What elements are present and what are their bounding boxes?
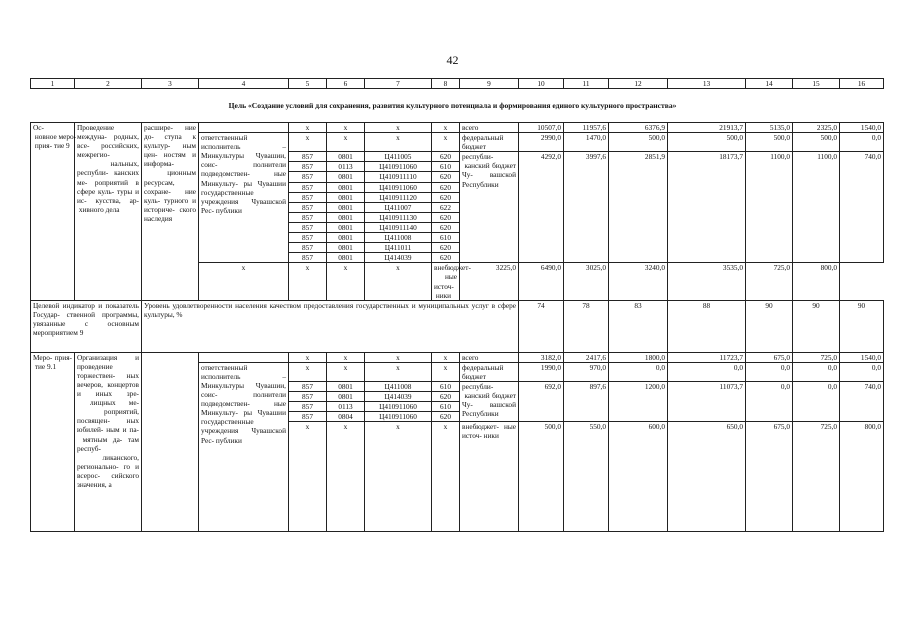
main-code-10-2: 0801 (327, 243, 365, 253)
main-federal-value-4: 500,0 (668, 133, 746, 152)
main-event-executor: ответственный исполнитель – Минкультуры Чувашии, соис- полнители подведомствен- ные Минкульту- ры Чувашии государственные учреждения Чувашской Рес- публики (199, 133, 289, 263)
sub-code-1-4: 610 (432, 381, 460, 391)
sub-code-2-2: 0801 (327, 392, 365, 402)
sub-extra-x-2: x (327, 422, 365, 532)
main-federal-value-7: 0,0 (840, 133, 884, 152)
main-total-value-7: 1540,0 (840, 123, 884, 133)
main-total-x-4: x (432, 123, 460, 133)
main-extra-value-5: 3535,0 (668, 263, 746, 300)
main-source-federal: федеральный бюджет (460, 133, 519, 152)
main-code-11-4: 620 (432, 253, 460, 263)
main-code-4-4: 620 (432, 182, 460, 192)
indicator-value-4: 88 (668, 300, 746, 352)
sub-republic-value-7: 740,0 (840, 381, 884, 421)
sub-federal-value-4: 0,0 (668, 362, 746, 381)
indicator-value-1: 74 (519, 300, 564, 352)
main-extra-value-1: 3225,0 (460, 263, 519, 300)
sub-code-3-3: Ц410911060 (365, 402, 432, 412)
sub-republic-value-1: 692,0 (519, 381, 564, 421)
main-code-6-3: Ц411007 (365, 202, 432, 212)
main-code-7-4: 620 (432, 212, 460, 222)
main-code-7-1: 857 (289, 212, 327, 222)
indicator-label: Целевой индикатор и показатель Государ- ственной программы, увязанные с основным мероприятием 9 (31, 300, 142, 352)
main-extra-value-3: 3025,0 (564, 263, 609, 300)
column-number-14: 14 (746, 79, 793, 89)
main-code-9-1: 857 (289, 233, 327, 243)
main-code-7-2: 0801 (327, 212, 365, 222)
main-code-1-3: Ц411005 (365, 152, 432, 162)
main-event-executor-blank (199, 123, 289, 133)
main-extra-value-2: 6490,0 (519, 263, 564, 300)
column-number-10: 10 (519, 79, 564, 89)
sub-total-x-4: x (432, 352, 460, 362)
main-code-10-3: Ц411011 (365, 243, 432, 253)
main-row-total (31, 123, 884, 133)
main-code-5-1: 857 (289, 192, 327, 202)
sub-code-2-3: Ц414039 (365, 392, 432, 402)
sub-federal-value-2: 970,0 (564, 362, 609, 381)
column-number-header (30, 78, 884, 89)
sub-code-2-1: 857 (289, 392, 327, 402)
main-extra-value-7: 800,0 (793, 263, 840, 300)
sub-code-1-3: Ц411008 (365, 381, 432, 391)
main-total-value-2: 11957,6 (564, 123, 609, 133)
column-number-11: 11 (564, 79, 609, 89)
sub-extra-x-4: x (432, 422, 460, 532)
sub-code-2-4: 620 (432, 392, 460, 402)
main-code-11-3: Ц414039 (365, 253, 432, 263)
sub-code-3-1: 857 (289, 402, 327, 412)
main-federal-x-1: x (289, 133, 327, 152)
sub-total-value-3: 1800,0 (609, 352, 668, 362)
main-code-4-1: 857 (289, 182, 327, 192)
main-code-9-2: 0801 (327, 233, 365, 243)
main-republic-value-5: 1100,0 (746, 152, 793, 263)
main-source-republic: республи- канский бюджет Чу- вашской Республики (460, 152, 519, 263)
sub-federal-x-1: x (289, 362, 327, 381)
sub-code-4-2: 0804 (327, 412, 365, 422)
sub-total-value-5: 675,0 (746, 352, 793, 362)
column-number-6: 6 (327, 79, 365, 89)
main-republic-value-4: 18173,7 (668, 152, 746, 263)
main-code-1-1: 857 (289, 152, 327, 162)
column-number-8: 8 (432, 79, 460, 89)
sub-total-x-2: x (327, 352, 365, 362)
main-total-value-6: 2325,0 (793, 123, 840, 133)
main-code-8-1: 857 (289, 222, 327, 232)
main-extra-x-4: x (365, 263, 432, 300)
main-federal-value-3: 500,0 (609, 133, 668, 152)
main-code-4-3: Ц410911060 (365, 182, 432, 192)
main-total-value-4: 21913,7 (668, 123, 746, 133)
main-event-name: Проведение междуна- родных, все- российских, межрегио- нальных, республи- канских ме- роприятий в сфере куль- туры и ис- кусства, ар- хивного дела (75, 123, 142, 301)
sub-extra-value-2: 550,0 (564, 422, 609, 532)
main-code-6-1: 857 (289, 202, 327, 212)
main-federal-value-6: 500,0 (793, 133, 840, 152)
sub-row-total (31, 352, 884, 362)
main-code-6-2: 0801 (327, 202, 365, 212)
main-code-5-2: 0801 (327, 192, 365, 202)
main-federal-x-3: x (365, 133, 432, 152)
main-code-9-3: Ц411008 (365, 233, 432, 243)
main-event-result: расшире- ние до- ступа к культур- ным цен- ностям и информа- ционным ресурсам, сохране- ние куль- турного и историче- ского наследия (142, 123, 199, 301)
sub-federal-value-1: 1990,0 (519, 362, 564, 381)
sub-code-1-2: 0801 (327, 381, 365, 391)
main-code-1-2: 0801 (327, 152, 365, 162)
sub-total-value-7: 1540,0 (840, 352, 884, 362)
main-total-value-5: 5135,0 (746, 123, 793, 133)
main-extra-x-3: x (327, 263, 365, 300)
sub-code-4-4: 620 (432, 412, 460, 422)
main-federal-x-4: x (432, 133, 460, 152)
indicator-value-5: 90 (746, 300, 793, 352)
sub-extra-value-1: 500,0 (519, 422, 564, 532)
main-code-2-1: 857 (289, 162, 327, 172)
column-number-1: 1 (31, 79, 75, 89)
main-code-6-4: 622 (432, 202, 460, 212)
main-republic-value-3: 2851,9 (609, 152, 668, 263)
sub-republic-value-6: 0,0 (793, 381, 840, 421)
sub-extra-value-3: 600,0 (609, 422, 668, 532)
sub-total-value-1: 3182,0 (519, 352, 564, 362)
main-code-2-3: Ц410911060 (365, 162, 432, 172)
main-republic-value-2: 3997,6 (564, 152, 609, 263)
sub-code-4-3: Ц410911060 (365, 412, 432, 422)
sub-event-executor-blank (199, 352, 289, 362)
main-code-10-1: 857 (289, 243, 327, 253)
column-number-7: 7 (365, 79, 432, 89)
sub-total-x-1: x (289, 352, 327, 362)
main-federal-value-2: 1470,0 (564, 133, 609, 152)
sub-extra-x-3: x (365, 422, 432, 532)
main-code-8-3: Ц410911140 (365, 222, 432, 232)
indicator-value-3: 83 (609, 300, 668, 352)
main-total-x-2: x (327, 123, 365, 133)
sub-source-republic: республи- канский бюджет Чу- вашской Республики (460, 381, 519, 421)
main-source-total: всего (460, 123, 519, 133)
sub-extra-value-4: 650,0 (668, 422, 746, 532)
sub-republic-value-4: 11073,7 (668, 381, 746, 421)
sub-total-value-6: 725,0 (793, 352, 840, 362)
main-federal-value-5: 500,0 (746, 133, 793, 152)
main-total-x-1: x (289, 123, 327, 133)
sub-extra-value-6: 725,0 (793, 422, 840, 532)
main-code-11-1: 857 (289, 253, 327, 263)
main-republic-value-6: 1100,0 (793, 152, 840, 263)
column-number-15: 15 (793, 79, 840, 89)
main-code-8-4: 620 (432, 222, 460, 232)
sub-federal-x-2: x (327, 362, 365, 381)
sub-code-3-2: 0113 (327, 402, 365, 412)
sub-total-x-3: x (365, 352, 432, 362)
sub-total-value-2: 2417,6 (564, 352, 609, 362)
main-code-9-4: 610 (432, 233, 460, 243)
column-number-9: 9 (460, 79, 519, 89)
column-number-3: 3 (142, 79, 199, 89)
column-number-2: 2 (75, 79, 142, 89)
sub-extra-value-5: 675,0 (746, 422, 793, 532)
main-code-3-3: Ц410911110 (365, 172, 432, 182)
main-source-extrabudget: внебюджет- ные источ- ники (432, 263, 460, 300)
main-code-5-3: Ц410911120 (365, 192, 432, 202)
indicator-value-7: 90 (840, 300, 884, 352)
indicator-text: Уровень удовлетворенности населения качеством предоставления государственных и муниципальных услуг в сфере культуры, % (142, 300, 519, 352)
main-extra-value-4: 3240,0 (609, 263, 668, 300)
goal-heading: Цель «Создание условий для сохранения, развития культурного потенциала и формирования единого культурного пространства» (228, 101, 677, 110)
sub-event-name: Организация и проведение торжествен- ных вечеров, концертов и иных зре- лищных ме- роприятий, посвящен- ных юбилей- ным и па- мятным да- там респуб- ликанского, регионально- го и всерос- сийского значения, а (75, 352, 142, 532)
sub-federal-x-3: x (365, 362, 432, 381)
sub-federal-x-4: x (432, 362, 460, 381)
sub-source-federal: федеральный бюджет (460, 362, 519, 381)
sub-event-number: Меро- прия- тие 9.1 (31, 352, 75, 532)
indicator-value-2: 78 (564, 300, 609, 352)
sub-federal-value-7: 0,0 (840, 362, 884, 381)
sub-total-value-4: 11723,7 (668, 352, 746, 362)
main-code-5-4: 620 (432, 192, 460, 202)
sub-event-result-blank (142, 352, 199, 532)
main-code-2-4: 610 (432, 162, 460, 172)
column-number-5: 5 (289, 79, 327, 89)
main-code-10-4: 620 (432, 243, 460, 253)
indicator-row (31, 300, 884, 352)
page-number: 42 (446, 53, 459, 67)
sub-extra-value-7: 800,0 (840, 422, 884, 532)
main-extra-value-6: 725,0 (746, 263, 793, 300)
main-total-value-3: 6376,9 (609, 123, 668, 133)
column-number-16: 16 (840, 79, 884, 89)
main-code-2-2: 0113 (327, 162, 365, 172)
main-extra-x-2: x (289, 263, 327, 300)
indicator-value-6: 90 (793, 300, 840, 352)
main-code-8-2: 0801 (327, 222, 365, 232)
main-total-x-3: x (365, 123, 432, 133)
main-republic-value-7: 740,0 (840, 152, 884, 263)
main-code-7-3: Ц410911130 (365, 212, 432, 222)
main-code-11-2: 0801 (327, 253, 365, 263)
main-republic-value-1: 4292,0 (519, 152, 564, 263)
sub-republic-value-3: 1200,0 (609, 381, 668, 421)
sub-code-4-1: 857 (289, 412, 327, 422)
program-table (30, 122, 884, 532)
main-code-1-4: 620 (432, 152, 460, 162)
main-federal-value-1: 2990,0 (519, 133, 564, 152)
sub-federal-value-3: 0,0 (609, 362, 668, 381)
column-number-12: 12 (609, 79, 668, 89)
sub-source-extrabudget: внебюджет- ные источ- ники (460, 422, 519, 532)
main-code-4-2: 0801 (327, 182, 365, 192)
column-number-4: 4 (199, 79, 289, 89)
main-event-number: Ос- новное меро- прия- тие 9 (31, 123, 75, 301)
sub-code-1-1: 857 (289, 381, 327, 391)
main-total-value-1: 10507,0 (519, 123, 564, 133)
sub-republic-value-5: 0,0 (746, 381, 793, 421)
sub-federal-value-5: 0,0 (746, 362, 793, 381)
main-extra-x-1: x (199, 263, 289, 300)
sub-extra-x-1: x (289, 422, 327, 532)
sub-source-total: всего (460, 352, 519, 362)
column-number-13: 13 (668, 79, 746, 89)
main-code-3-4: 620 (432, 172, 460, 182)
sub-code-3-4: 610 (432, 402, 460, 412)
main-code-3-1: 857 (289, 172, 327, 182)
sub-event-executor: ответственный исполнитель – Минкультуры Чувашии, соис- полнители подведомствен- ные Минкульту- ры Чувашии государственные учреждения Чувашской Рес- публики (199, 362, 289, 532)
main-federal-x-2: x (327, 133, 365, 152)
main-code-3-2: 0801 (327, 172, 365, 182)
sub-federal-value-6: 0,0 (793, 362, 840, 381)
sub-republic-value-2: 897,6 (564, 381, 609, 421)
